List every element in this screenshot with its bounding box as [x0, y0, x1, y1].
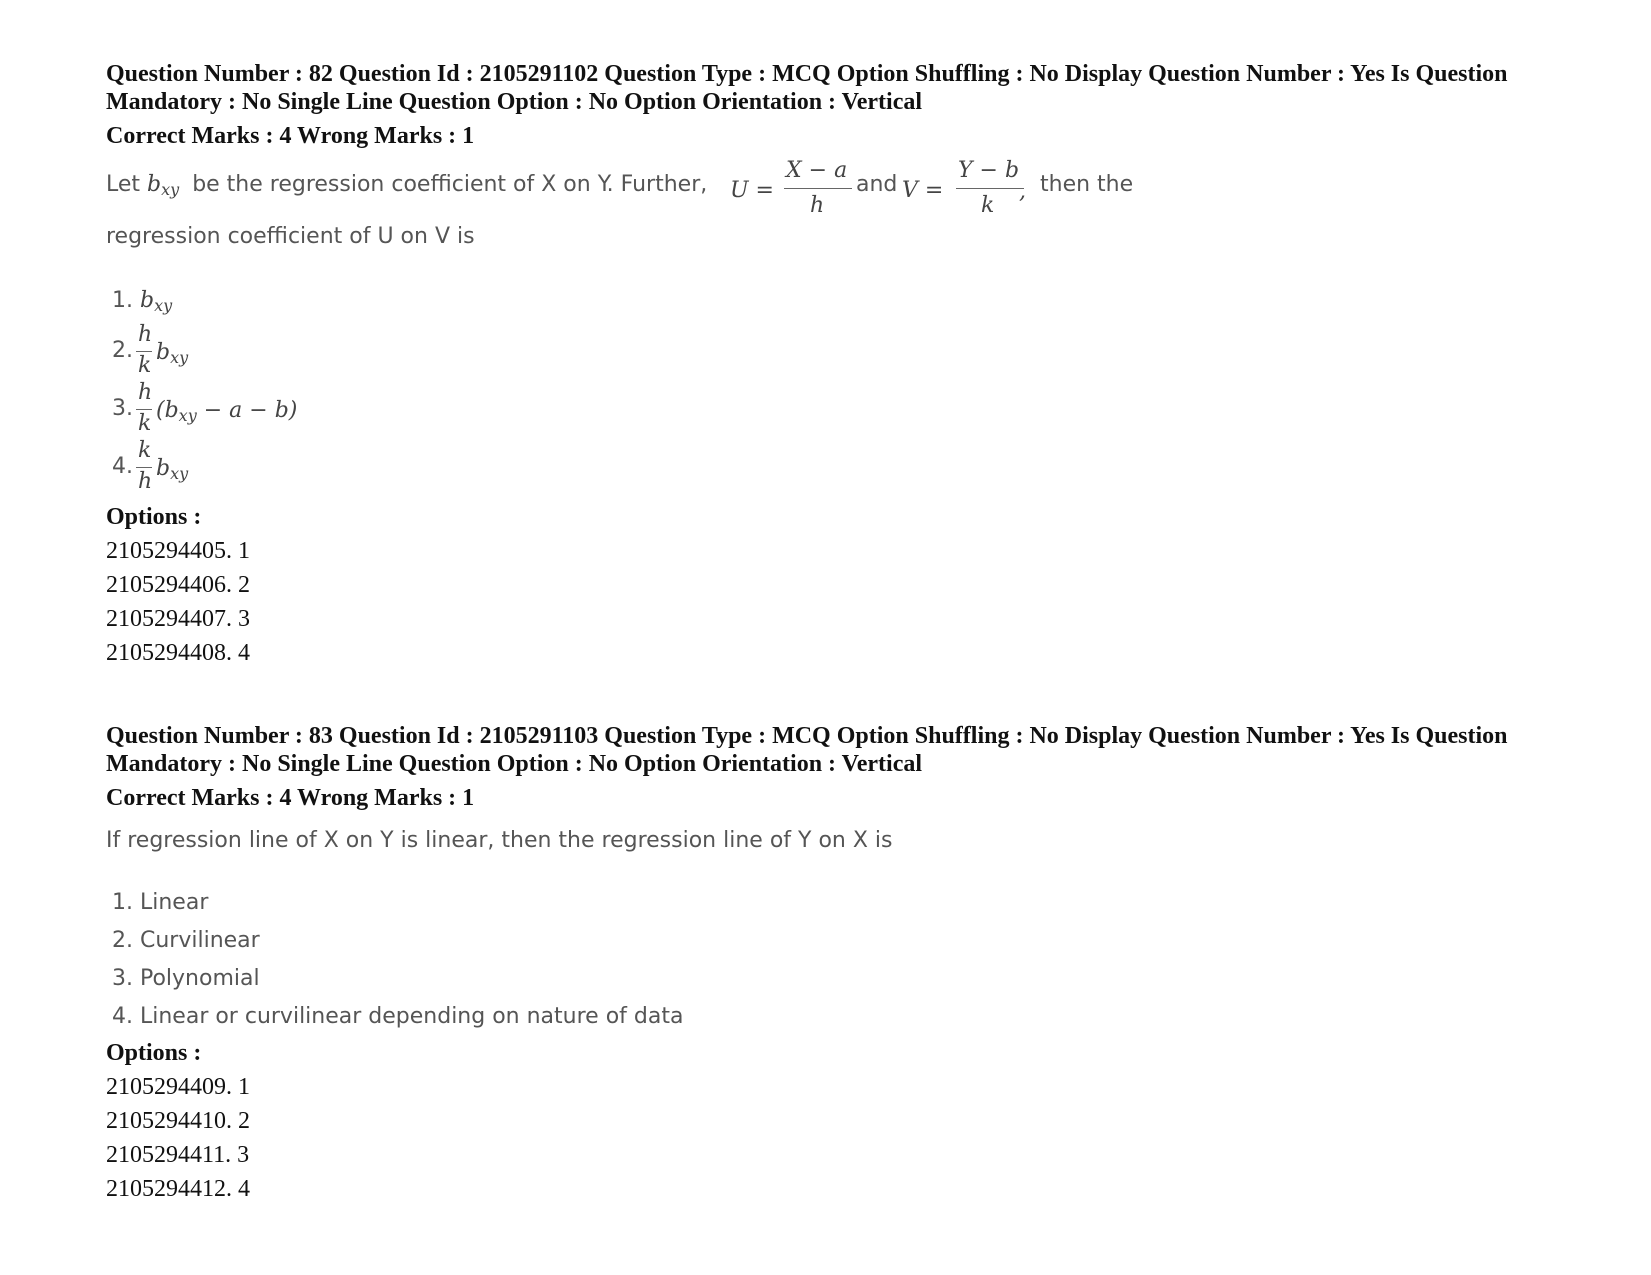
text-regression-coeff: be the regression coefficient of X on Y. Further,	[192, 172, 708, 197]
option-4-frac-num: k	[138, 438, 152, 463]
option-2-frac-num: h	[138, 322, 153, 347]
option-2: 2. Curvilinear	[112, 928, 260, 953]
option-4: 4. Linear or curvilinear depending on nature of data	[112, 1004, 684, 1029]
u-fraction-bar	[784, 188, 852, 189]
v-numerator: Y − b	[958, 158, 1020, 183]
options-label: Options :	[106, 504, 202, 530]
bxy-symbol: $b_{xy}$	[147, 172, 180, 199]
v-variable: V =	[902, 178, 944, 203]
question-text: If regression line of X on Y is linear, then the regression line of Y on X is	[106, 828, 893, 853]
option-4-expr: $b_{xy}$	[156, 456, 189, 483]
option-2: 2.	[112, 338, 133, 363]
u-variable: U =	[730, 178, 774, 203]
option-3-expr: $(b_{xy} - a - b)$	[156, 398, 298, 425]
option-id: 2105294405. 1	[106, 538, 250, 564]
question-marks: Correct Marks : 4 Wrong Marks : 1	[106, 785, 475, 811]
u-numerator: X − a	[786, 158, 848, 183]
text-then-the: then the	[1040, 172, 1134, 197]
option-1: 1. Linear	[112, 890, 209, 915]
text-and: and	[856, 172, 898, 197]
option-4-frac-den: h	[138, 469, 153, 494]
option-3-frac-bar	[136, 409, 152, 410]
option-id: 2105294408. 4	[106, 640, 250, 666]
option-1: 1. $b_{xy}$	[112, 288, 173, 315]
question-text-line-1	[106, 172, 707, 199]
v-fraction-bar	[956, 188, 1024, 189]
option-id: 2105294410. 2	[106, 1108, 250, 1134]
option-id: 2105294412. 4	[106, 1176, 250, 1202]
u-denominator: h	[810, 193, 825, 218]
option-id: 2105294407. 3	[106, 606, 250, 632]
option-2-frac-bar	[136, 351, 152, 352]
option-id: 2105294411. 3	[106, 1142, 250, 1168]
option-3-frac-num: h	[138, 380, 153, 405]
option-2-frac-den: k	[138, 353, 152, 378]
question-meta: Question Number : 83 Question Id : 2105291103 Question Type : MCQ Option Shuffling : No Display Question Number : Yes Is Question Mandatory : No Single Line Question Option : No Option Orientation : Vertical	[106, 723, 1508, 777]
v-denominator: k	[981, 193, 995, 218]
v-comma: ,	[1019, 179, 1026, 204]
option-2-expr: $b_{xy}$	[156, 340, 189, 367]
option-3: 3.	[112, 396, 133, 421]
text-let: Let	[106, 172, 141, 197]
options-label: Options :	[106, 1040, 202, 1066]
option-id: 2105294406. 2	[106, 572, 250, 598]
question-marks: Correct Marks : 4 Wrong Marks : 1	[106, 123, 475, 149]
option-3: 3. Polynomial	[112, 966, 260, 991]
option-3-frac-den: k	[138, 411, 152, 436]
question-text-line-2: regression coefficient of U on V is	[106, 224, 475, 249]
option-4-frac-bar	[136, 467, 152, 468]
option-4: 4.	[112, 454, 133, 479]
question-meta: Question Number : 82 Question Id : 2105291102 Question Type : MCQ Option Shuffling : No Display Question Number : Yes Is Question Mandatory : No Single Line Question Option : No Option Orientation : Vertical	[106, 61, 1508, 115]
option-id: 2105294409. 1	[106, 1074, 250, 1100]
